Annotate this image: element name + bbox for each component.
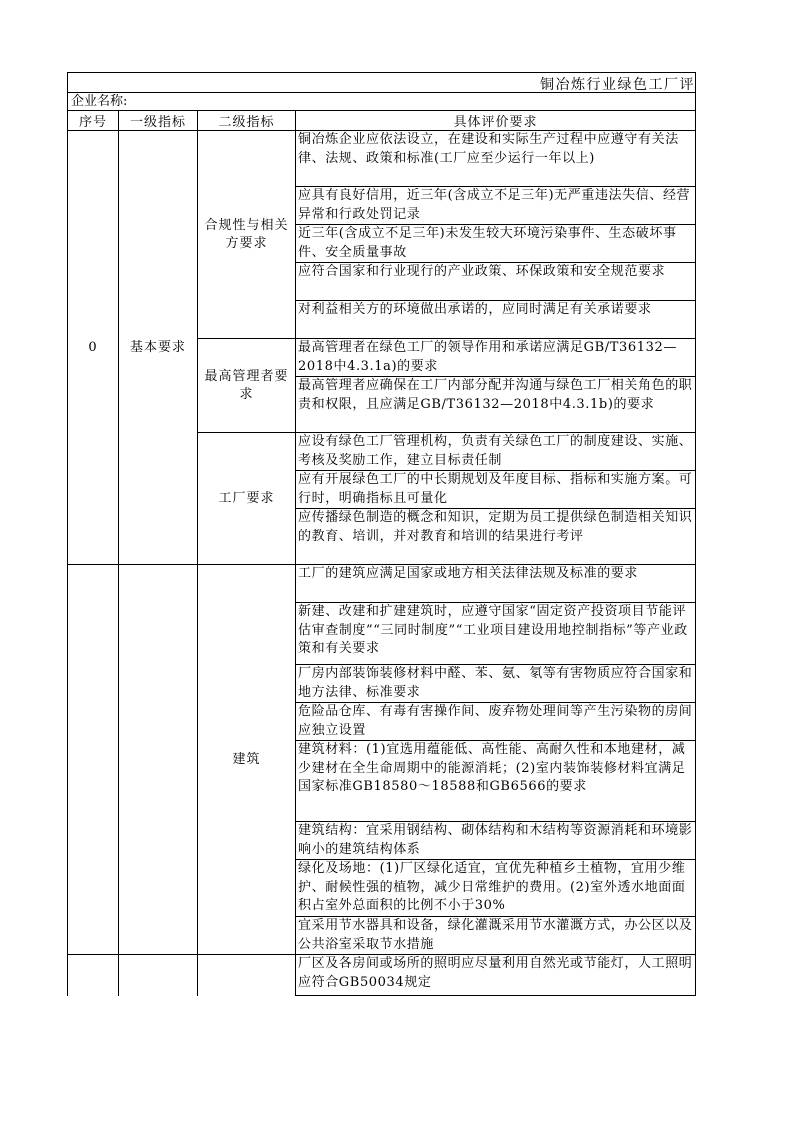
requirement-cell: 近三年(含成立不足三年)未发生较大环境污染事件、生态破坏事件、安全质量事故 <box>296 225 696 263</box>
requirement-cell: 宜采用节水器具和设备，绿化灌溉采用节水灌溉方式，办公区以及公共浴室采取节水措施 <box>296 917 696 955</box>
company-name-label: 企业名称: <box>71 94 128 109</box>
company-name-row <box>67 92 696 110</box>
requirement-cell: 厂区及各房间或场所的照明应尽量利用自然光或节能灯，人工照明应符合GB50034规定 <box>296 955 696 996</box>
requirement-cell: 危险品仓库、有毒有害操作间、废弃物处理间等产生污染物的房间应独立设置 <box>296 703 696 741</box>
table-row <box>68 565 696 603</box>
level2-cell: 最高管理者要求 <box>198 339 296 433</box>
header-row <box>68 111 696 131</box>
header-level1: 一级指标 <box>119 111 198 131</box>
requirement-cell: 新建、改建和扩建建筑时，应遵守国家“固定资产投资项目节能评估审查制度”“三同时制度”“工业项目建设用地控制指标”等产业政策和有关要求 <box>296 603 696 665</box>
requirement-cell: 厂房内部装饰装修材料中醛、苯、氨、氡等有害物质应符合国家和地方法律、标准要求 <box>296 665 696 703</box>
level1-cell <box>119 565 198 955</box>
level2-cell <box>198 955 296 996</box>
level1-cell <box>119 955 198 996</box>
requirement-cell: 建筑结构：宜采用钢结构、砌体结构和木结构等资源消耗和环境影响小的建筑结构体系 <box>296 822 696 860</box>
seq-cell: 0 <box>68 131 119 565</box>
document-title: 铜冶炼行业绿色工厂评 <box>540 77 695 92</box>
header-requirement: 具体评价要求 <box>296 111 696 131</box>
requirement-cell: 应有开展绿色工厂的中长期规划及年度目标、指标和实施方案。可行时，明确指标且可量化 <box>296 471 696 509</box>
title-row <box>67 72 696 92</box>
seq-cell <box>68 565 119 955</box>
header-level2: 二级指标 <box>198 111 296 131</box>
requirement-cell: 应设有绿色工厂管理机构，负责有关绿色工厂的制度建设、实施、考核及奖励工作，建立目标责任制 <box>296 433 696 471</box>
header-seq: 序号 <box>68 111 119 131</box>
evaluation-table <box>67 110 696 996</box>
level1-cell: 基本要求 <box>119 131 198 565</box>
requirement-cell: 建筑材料：(1)宜选用蕴能低、高性能、高耐久性和本地建材，减少建材在全生命周期中的能源消耗；(2)室内装饰装修材料宜满足国家标准GB18580～18588和GB6566的要求 <box>296 741 696 822</box>
requirement-cell: 对利益相关方的环境做出承诺的，应同时满足有关承诺要求 <box>296 301 696 339</box>
table-row <box>68 955 696 996</box>
requirement-cell: 绿化及场地：(1)厂区绿化适宜，宜优先种植乡土植物，宜用少维护、耐候性强的植物，减少日常维护的费用。(2)室外透水地面面积占室外总面积的比例不小于30% <box>296 860 696 917</box>
requirement-cell: 最高管理者在绿色工厂的领导作用和承诺应满足GB/T36132—2018中4.3.1a)的要求 <box>296 339 696 377</box>
table-row <box>68 131 696 187</box>
evaluation-sheet <box>67 72 696 996</box>
level2-cell: 合规性与相关方要求 <box>198 131 296 339</box>
level2-cell: 建筑 <box>198 565 296 955</box>
requirement-cell: 应传播绿色制造的概念和知识，定期为员工提供绿色制造相关知识的教育、培训，并对教育和培训的结果进行考评 <box>296 509 696 565</box>
requirement-cell: 应符合国家和行业现行的产业政策、环保政策和安全规范要求 <box>296 263 696 301</box>
requirement-cell: 最高管理者应确保在工厂内部分配并沟通与绿色工厂相关角色的职责和权限，且应满足GB/T36132—2018中4.3.1b)的要求 <box>296 377 696 433</box>
level2-cell: 工厂要求 <box>198 433 296 565</box>
requirement-cell: 铜冶炼企业应依法设立，在建设和实际生产过程中应遵守有关法律、法规、政策和标准(工厂应至少运行一年以上) <box>296 131 696 187</box>
seq-cell <box>68 955 119 996</box>
requirement-cell: 应具有良好信用，近三年(含成立不足三年)无严重违法失信、经营异常和行政处罚记录 <box>296 187 696 225</box>
requirement-cell: 工厂的建筑应满足国家或地方相关法律法规及标准的要求 <box>296 565 696 603</box>
